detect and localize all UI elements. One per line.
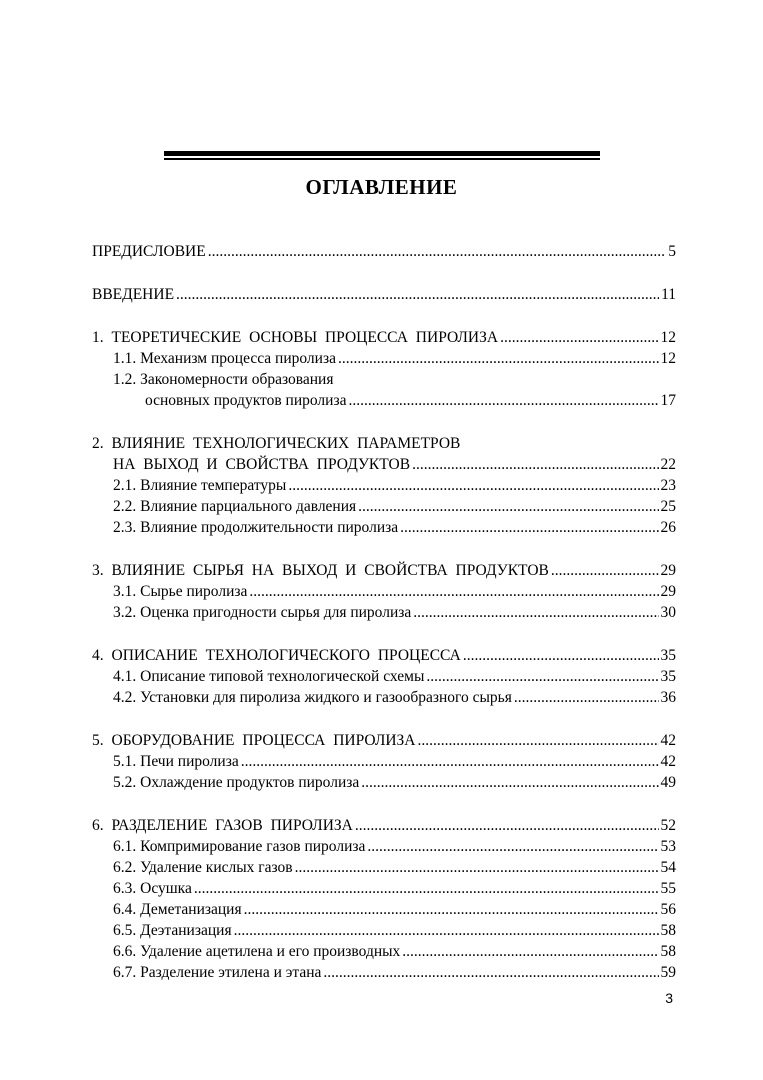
toc-section-5-1[interactable] bbox=[92, 751, 676, 772]
toc-section-1-1[interactable] bbox=[92, 348, 676, 369]
leader-dots bbox=[288, 475, 658, 496]
page-title: ОГЛАВЛЕНИЕ bbox=[305, 175, 458, 199]
leader-dots bbox=[412, 454, 658, 475]
leader-dots bbox=[176, 284, 659, 305]
toc-entry-label: 3. ВЛИЯНИЕ СЫРЬЯ НА ВЫХОД И СВОЙСТВА ПРОДУКТОВ bbox=[92, 562, 549, 579]
leader-dots bbox=[463, 645, 659, 666]
leader-dots bbox=[400, 517, 658, 538]
toc-section-2-1[interactable] bbox=[92, 475, 676, 496]
leader-dots bbox=[234, 920, 659, 941]
toc-section-4-1[interactable] bbox=[92, 666, 676, 687]
toc-section-6-7[interactable] bbox=[92, 962, 676, 983]
toc-entry-page: 42 bbox=[660, 753, 676, 770]
toc-section-3-2[interactable] bbox=[92, 602, 676, 623]
toc-section-6-6[interactable] bbox=[92, 941, 676, 962]
toc-entry-label: 1.1. Механизм процесса пиролиза bbox=[113, 350, 336, 367]
toc-entry-label: основных продуктов пиролиза bbox=[145, 392, 347, 409]
leader-dots bbox=[241, 751, 659, 772]
toc-entry-page: 54 bbox=[660, 859, 676, 876]
leader-dots bbox=[355, 815, 659, 836]
toc-entry-page: 30 bbox=[660, 604, 676, 621]
toc-entry-preface[interactable] bbox=[92, 241, 676, 262]
page-number: 3 bbox=[665, 990, 673, 1006]
toc-section-2-2[interactable] bbox=[92, 496, 676, 517]
toc-entry-label: ПРЕДИСЛОВИЕ bbox=[92, 243, 206, 260]
toc-entry-label: 5.1. Печи пиролиза bbox=[113, 753, 239, 770]
leader-dots bbox=[551, 560, 659, 581]
toc-entry-label: 4. ОПИСАНИЕ ТЕХНОЛОГИЧЕСКОГО ПРОЦЕССА bbox=[92, 647, 461, 664]
toc-entry-page: 23 bbox=[660, 477, 676, 494]
toc-entry-label: 2.2. Влияние парциального давления bbox=[113, 498, 357, 515]
toc-section-6-1[interactable] bbox=[92, 836, 676, 857]
toc-entry-label: 1. ТЕОРЕТИЧЕСКИЕ ОСНОВЫ ПРОЦЕССА ПИРОЛИЗА bbox=[92, 329, 499, 346]
toc-section-3-1[interactable] bbox=[92, 581, 676, 602]
leader-dots bbox=[418, 730, 659, 751]
toc-chapter-5[interactable] bbox=[92, 730, 676, 751]
leader-dots bbox=[194, 878, 659, 899]
toc-entry-page: 12 bbox=[660, 350, 676, 367]
toc-entry-label: 3.2. Оценка пригодности сырья для пиролиза bbox=[113, 604, 412, 621]
toc-entry-page: 58 bbox=[660, 922, 676, 939]
toc-chapter-2[interactable] bbox=[92, 454, 676, 475]
toc-entry-label: 6.5. Деэтанизация bbox=[113, 922, 232, 939]
leader-dots bbox=[402, 941, 658, 962]
toc-chapter-2-line1[interactable]: 2. ВЛИЯНИЕ ТЕХНОЛОГИЧЕСКИХ ПАРАМЕТРОВ bbox=[92, 435, 461, 452]
toc-entry-page: 35 bbox=[660, 668, 676, 685]
toc-entry-label: 6.4. Деметанизация bbox=[113, 901, 242, 918]
leader-dots bbox=[348, 390, 658, 411]
toc-chapter-6[interactable] bbox=[92, 815, 676, 836]
toc-entry-label: 4.2. Установки для пиролиза жидкого и газообразного сырья bbox=[113, 689, 512, 706]
leader-dots bbox=[413, 602, 658, 623]
toc-entry-page: 58 bbox=[660, 943, 676, 960]
leader-dots bbox=[426, 666, 658, 687]
leader-dots bbox=[295, 857, 659, 878]
toc-entry-page: 35 bbox=[660, 647, 676, 664]
toc-entry-page: 52 bbox=[660, 817, 676, 834]
toc-entry-label: ВВЕДЕНИЕ bbox=[92, 286, 175, 303]
toc-section-6-2[interactable] bbox=[92, 857, 676, 878]
leader-dots bbox=[323, 962, 658, 983]
toc-entry-page: 56 bbox=[660, 901, 676, 918]
toc-chapter-4[interactable] bbox=[92, 645, 676, 666]
toc-section-6-5[interactable] bbox=[92, 920, 676, 941]
header-rule-thick bbox=[164, 151, 600, 156]
leader-dots bbox=[361, 772, 658, 793]
toc-section-1-2-line1[interactable]: 1.2. Закономерности образования bbox=[113, 371, 334, 388]
header-rule-thin bbox=[164, 158, 600, 160]
toc-entry-page: 25 bbox=[660, 498, 676, 515]
toc-section-2-3[interactable] bbox=[92, 517, 676, 538]
toc-section-4-2[interactable] bbox=[92, 687, 676, 708]
toc-section-6-4[interactable] bbox=[92, 899, 676, 920]
toc-entry-page: 49 bbox=[660, 774, 676, 791]
toc-entry-label: 5. ОБОРУДОВАНИЕ ПРОЦЕССА ПИРОЛИЗА bbox=[92, 732, 416, 749]
toc-entry-label: 6.6. Удаление ацетилена и его производных bbox=[113, 943, 401, 960]
leader-dots bbox=[358, 496, 658, 517]
toc-entry-label: 6.1. Компримирование газов пиролиза bbox=[113, 838, 366, 855]
leader-dots bbox=[338, 348, 659, 369]
toc-chapter-1[interactable] bbox=[92, 327, 676, 348]
toc-entry-page: 53 bbox=[660, 838, 676, 855]
leader-dots bbox=[500, 327, 658, 348]
toc-entry-page: 42 bbox=[660, 732, 676, 749]
toc-entry-label: 5.2. Охлаждение продуктов пиролиза bbox=[113, 774, 360, 791]
toc-entry-label: 6. РАЗДЕЛЕНИЕ ГАЗОВ ПИРОЛИЗА bbox=[92, 817, 353, 834]
toc-section-6-3[interactable] bbox=[92, 878, 676, 899]
leader-dots bbox=[249, 581, 658, 602]
toc-entry-label: 4.1. Описание типовой технологической схемы bbox=[113, 668, 425, 685]
toc-entry-label: 2.3. Влияние продолжительности пиролиза bbox=[113, 519, 399, 536]
toc-entry-page: 55 bbox=[660, 880, 676, 897]
leader-dots bbox=[514, 687, 659, 708]
toc-entry-page: 59 bbox=[660, 964, 676, 981]
toc-entry-label: 2.1. Влияние температуры bbox=[113, 477, 287, 494]
toc-entry-page: 11 bbox=[661, 286, 676, 303]
toc-chapter-3[interactable] bbox=[92, 560, 676, 581]
toc-entry-page: 29 bbox=[660, 562, 676, 579]
toc-entry-label: 6.7. Разделение этилена и этана bbox=[113, 964, 322, 981]
toc-section-1-2[interactable] bbox=[92, 390, 676, 411]
toc-entry-page: 29 bbox=[660, 583, 676, 600]
toc-entry-label: 6.2. Удаление кислых газов bbox=[113, 859, 293, 876]
toc-entry-page: 22 bbox=[660, 456, 676, 473]
toc-entry-page: 5 bbox=[668, 243, 676, 260]
leader-dots bbox=[244, 899, 659, 920]
toc-entry-page: 26 bbox=[660, 519, 676, 536]
toc-entry-page: 36 bbox=[660, 689, 676, 706]
toc-entry-page: 17 bbox=[660, 392, 676, 409]
toc-entry-page: 12 bbox=[660, 329, 676, 346]
leader-dots bbox=[367, 836, 658, 857]
toc-entry-label: НА ВЫХОД И СВОЙСТВА ПРОДУКТОВ bbox=[113, 456, 411, 473]
table-of-contents bbox=[92, 241, 676, 983]
toc-entry-label: 3.1. Сырье пиролиза bbox=[113, 583, 248, 600]
toc-section-5-2[interactable] bbox=[92, 772, 676, 793]
toc-entry-label: 6.3. Осушка bbox=[113, 880, 192, 897]
leader-dots bbox=[208, 241, 667, 262]
toc-entry-intro[interactable] bbox=[92, 284, 676, 305]
